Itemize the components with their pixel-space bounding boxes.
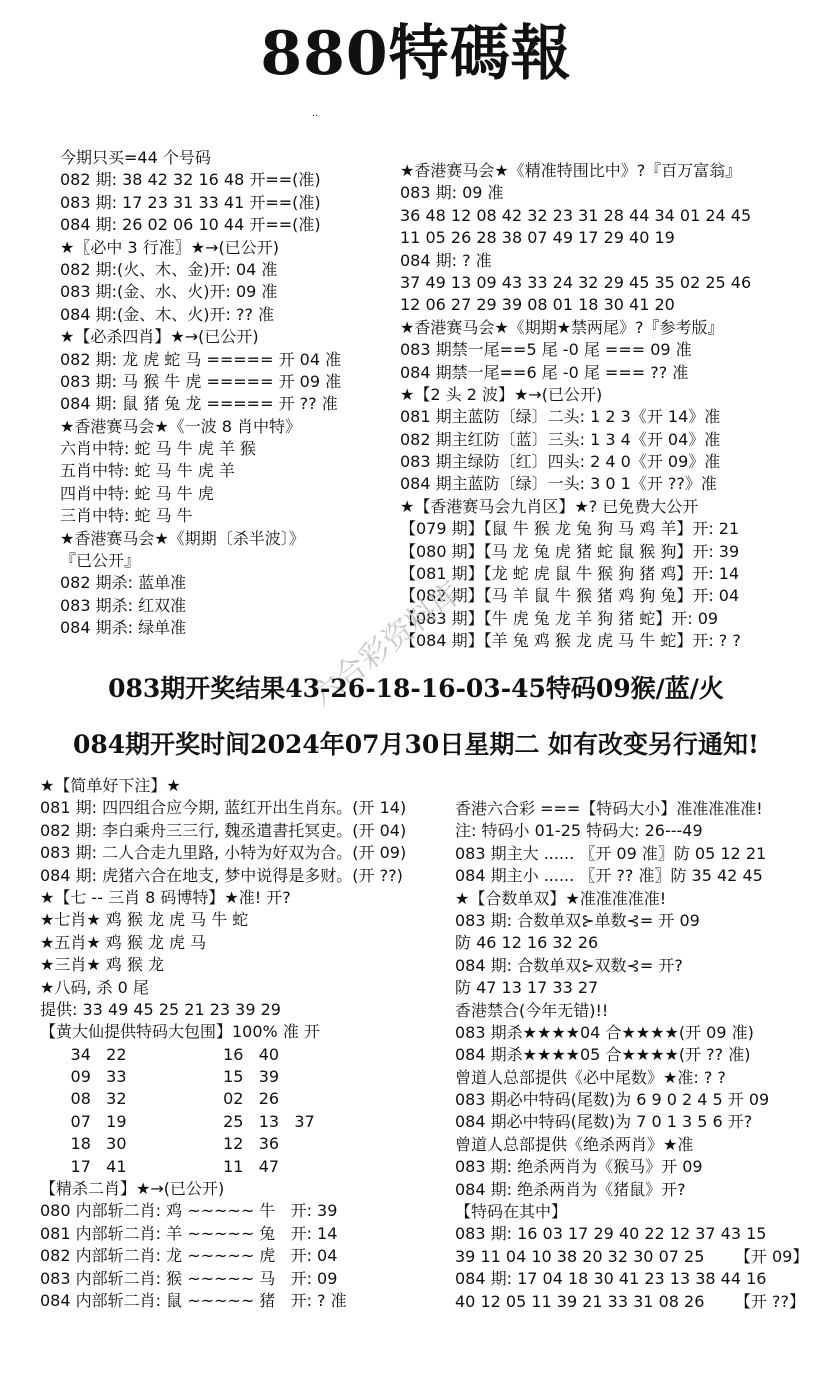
text-line: 082 期杀: 蓝单准: [60, 573, 187, 593]
text-line: 【079 期】【鼠 牛 猴 龙 兔 狗 马 鸡 羊】开: 21: [400, 519, 740, 539]
next-draw-banner: 084期开奖时间2024年07月30日星期二 如有改变另行通知!: [72, 730, 760, 759]
text-line: 今期只买=44 个号码: [60, 148, 211, 167]
text-line: 【精杀二肖】★→(已公开): [40, 1179, 225, 1199]
left-top-column: [60, 147, 341, 640]
text-line: 香港禁合(今年无错)!!: [455, 1000, 609, 1020]
text-line: 17 41 11 47: [40, 1156, 280, 1176]
text-line: 香港六合彩 ===【特码大小】准准准准准!: [455, 799, 763, 818]
text-line: 081 内部斩二肖: 羊 ~~~~~ 兔 开: 14: [40, 1223, 338, 1243]
text-line: 注: 特码小 01-25 特码大: 26---49: [455, 821, 703, 841]
text-line: 【081 期】【龙 蛇 虎 鼠 牛 猴 狗 猪 鸡】开: 14: [400, 564, 740, 584]
text-line: ★【香港赛马会九肖区】★? 已免费大公开: [400, 496, 699, 516]
text-line: 084 期: 绝杀两肖为《猪鼠》开?: [455, 1179, 686, 1199]
text-line: 六肖中特: 蛇 马 牛 虎 羊 猴: [60, 439, 256, 459]
text-line: 083 期禁一尾==5 尾 -0 尾 === 09 准: [400, 340, 692, 360]
text-line: 081 期主蓝防〔绿〕二头: 1 2 3《开 14》准: [400, 407, 721, 427]
text-line: 防 46 12 16 32 26: [455, 933, 599, 953]
text-line: 080 内部斩二肖: 鸡 ~~~~~ 牛 开: 39: [40, 1201, 338, 1221]
text-line: 082 期: 李白乘舟三三行, 魏丞遣書托冥吏。(开 04): [40, 820, 407, 840]
text-line: ★〖必中 3 行准〗★→(已公开): [60, 237, 279, 257]
text-line: 084 期: 17 04 18 30 41 23 13 38 44 16: [455, 1269, 767, 1289]
text-line: 084 期杀: 绿单准: [60, 618, 187, 638]
text-line: 083 期: 合数单双⊱单数⊰= 开 09: [455, 910, 700, 930]
text-line: 五肖中特: 蛇 马 牛 虎 羊: [60, 461, 235, 481]
text-line: ★五肖★ 鸡 猴 龙 虎 马: [40, 932, 207, 952]
text-line: 082 期: 龙 虎 蛇 马 ===== 开 04 准: [60, 349, 342, 369]
text-line: 083 内部斩二肖: 猴 ~~~~~ 马 开: 09: [40, 1268, 338, 1288]
text-line: 082 内部斩二肖: 龙 ~~~~~ 虎 开: 04: [40, 1246, 338, 1266]
text-line: 081 期: 四四组合应今期, 蓝红开出生肖东。(开 14): [40, 798, 407, 818]
text-line: 083 期杀★★★★04 合★★★★(开 09 准): [455, 1022, 754, 1042]
text-line: 084 期:(金、木、火)开: ?? 准: [60, 304, 275, 324]
text-line: 37 49 13 09 43 33 24 32 29 45 35 02 25 46: [400, 272, 752, 292]
text-line: 084 期: 合数单双⊱双数⊰= 开?: [455, 955, 683, 975]
text-line: 084 期主小 ...... 〖开 ?? 准〗防 35 42 45: [455, 866, 763, 886]
text-line: 防 47 13 17 33 27: [455, 978, 599, 998]
text-line: 084 期: 鼠 猪 兔 龙 ===== 开 ?? 准: [60, 394, 338, 414]
text-line: 三肖中特: 蛇 马 牛: [60, 506, 193, 526]
text-line: 082 期: 38 42 32 16 48 开==(准): [60, 170, 321, 190]
right-bottom-column: [455, 798, 808, 1313]
text-line: 曾道人总部提供《必中尾数》★准: ? ?: [455, 1067, 726, 1087]
text-line: ★八码, 杀 0 尾: [40, 977, 149, 997]
text-line: ★七肖★ 鸡 猴 龙 虎 马 牛 蛇: [40, 910, 249, 930]
text-line: 12 06 27 29 39 08 01 18 30 41 20: [400, 295, 675, 315]
text-line: 083 期: 09 准: [400, 183, 504, 203]
text-line: ★【2 头 2 波】★→(已公开): [400, 384, 603, 404]
text-line: 曾道人总部提供《绝杀两肖》★准: [455, 1134, 694, 1154]
text-line: 084 期主蓝防〔绿〕一头: 3 0 1《开 ??》准: [400, 474, 717, 494]
text-line: 39 11 04 10 38 20 32 30 07 25 【开 09】: [455, 1246, 809, 1266]
text-line: 084 内部斩二肖: 鼠 ~~~~~ 猪 开: ? 准: [40, 1290, 347, 1310]
text-line: ★香港赛马会★《一波 8 肖中特》: [60, 416, 302, 436]
text-line: 083 期: 马 猴 牛 虎 ===== 开 09 准: [60, 371, 342, 391]
text-line: 084 期必中特码(尾数)为 7 0 1 3 5 6 开?: [455, 1112, 753, 1132]
text-line: ★香港赛马会★《期期〔杀半波〕》: [60, 528, 305, 548]
title-dots: ..: [312, 108, 319, 119]
text-line: 11 05 26 28 38 07 49 17 29 40 19: [400, 228, 675, 248]
text-line: 083 期杀: 红双准: [60, 595, 187, 615]
text-line: 40 12 05 11 39 21 33 31 08 26 【开 ??】: [455, 1291, 805, 1311]
text-line: 083 期: 16 03 17 29 40 22 12 37 43 15: [455, 1224, 767, 1244]
text-line: 【080 期】【马 龙 兔 虎 猪 蛇 鼠 猴 狗】开: 39: [400, 541, 740, 561]
text-line: 082 期主红防〔蓝〕三头: 1 3 4《开 04》准: [400, 429, 721, 449]
text-line: 084 期杀★★★★05 合★★★★(开 ?? 准): [455, 1045, 751, 1065]
text-line: 34 22 16 40: [40, 1044, 280, 1064]
text-line: ★【合数单双】★准准准准准!: [455, 888, 667, 908]
page-title: 880特碼報: [260, 19, 572, 89]
text-line: 四肖中特: 蛇 马 牛 虎: [60, 483, 214, 503]
text-line: 083 期主绿防〔红〕四头: 2 4 0《开 09》准: [400, 452, 721, 472]
text-line: 【黄大仙提供特码大包围】100% 准 开: [40, 1022, 320, 1042]
watermark: 六合彩资料库: [304, 575, 469, 714]
text-line: 084 期禁一尾==6 尾 -0 尾 === ?? 准: [400, 362, 689, 382]
text-line: 08 32 02 26: [40, 1089, 280, 1109]
left-bottom-column: [40, 775, 406, 1312]
text-line: 083 期:(金、水、火)开: 09 准: [60, 282, 278, 302]
text-line: 084 期: ? 准: [400, 250, 492, 270]
text-line: 084 期: 虎猪六合在地支, 梦中说得是多财。(开 ??): [40, 865, 403, 885]
text-line: 083 期: 二人合走九里路, 小特为好双为合。(开 09): [40, 843, 407, 863]
text-line: ★【简单好下注】★: [40, 776, 181, 795]
text-line: ★【七 -- 三肖 8 码博特】★准! 开?: [40, 887, 291, 907]
text-line: 18 30 12 36: [40, 1134, 280, 1154]
text-line: 082 期:(火、木、金)开: 04 准: [60, 259, 278, 279]
text-line: 083 期必中特码(尾数)为 6 9 0 2 4 5 开 09: [455, 1090, 770, 1110]
text-line: 36 48 12 08 42 32 23 31 28 44 34 01 24 45: [400, 205, 752, 225]
text-line: 【特码在其中】: [455, 1202, 568, 1222]
text-line: 【082 期】【马 羊 鼠 牛 猴 猪 鸡 狗 兔】开: 04: [400, 586, 740, 606]
text-line: 【083 期】【牛 虎 兔 龙 羊 狗 猪 蛇】开: 09: [400, 608, 719, 628]
text-line: 【084 期】【羊 兔 鸡 猴 龙 虎 马 牛 蛇】开: ? ?: [400, 631, 741, 651]
text-line: 083 期: 17 23 31 33 41 开==(准): [60, 192, 321, 212]
text-line: 083 期主大 ...... 〖开 09 准〗防 05 12 21: [455, 843, 767, 863]
text-line: ★香港赛马会★《精准特围比中》?『百万富翁』: [400, 161, 742, 180]
text-line: ★香港赛马会★《期期★禁两尾》?『参考版』: [400, 317, 724, 337]
text-line: ★【必杀四肖】★→(已公开): [60, 327, 259, 347]
text-line: 09 33 15 39: [40, 1067, 280, 1087]
text-line: ★三肖★ 鸡 猴 龙: [40, 955, 164, 975]
text-line: 『已公开』: [60, 551, 141, 571]
text-line: 083 期: 绝杀两肖为《猴马》开 09: [455, 1157, 703, 1177]
text-line: 07 19 25 13 37: [40, 1111, 315, 1131]
right-top-column: [400, 160, 751, 653]
text-line: 084 期: 26 02 06 10 44 开==(准): [60, 215, 321, 235]
text-line: 提供: 33 49 45 25 21 23 39 29: [40, 999, 281, 1019]
draw-result-banner: 083期开奖结果43-26-18-16-03-45特码09猴/蓝/火: [108, 674, 724, 703]
